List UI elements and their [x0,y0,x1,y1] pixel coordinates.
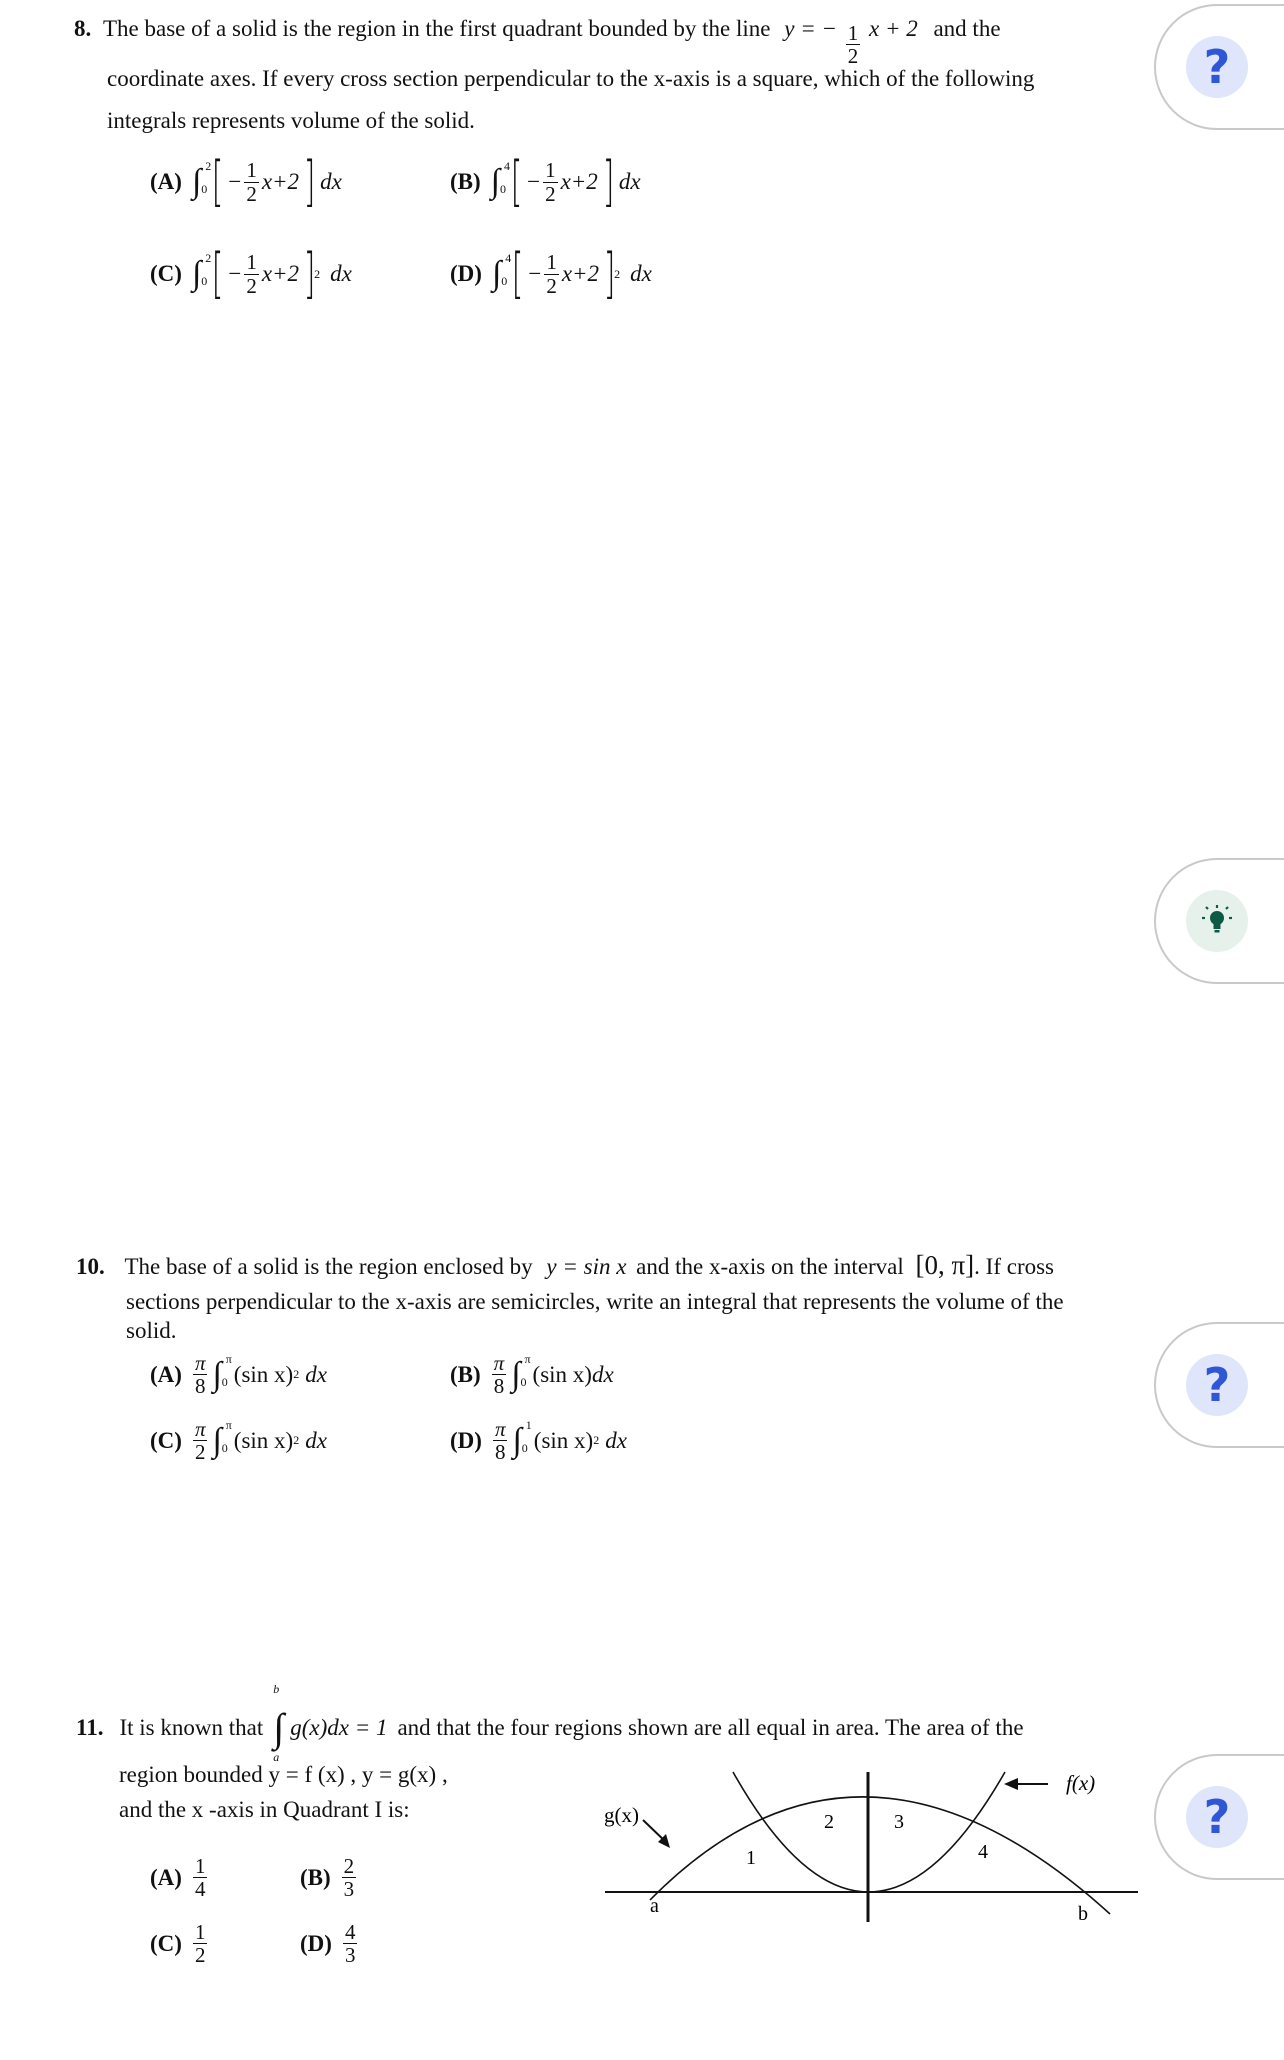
choice-coef: $\frac{\pi}{2}$ [194,1417,206,1465]
choice-dx: dx [305,1427,327,1453]
choice-expr: (sin x) [532,1361,592,1387]
q8-frac-den: 2 [847,44,859,69]
choice-label: (D) [450,261,482,286]
q8-yeq: y = − [784,16,837,41]
choice-coef: $\frac{\pi}{8}$ [493,1351,505,1399]
choice-expr: x+2 [560,169,598,194]
bracket-right: ] [602,150,615,213]
region-label-1: 1 [746,1847,756,1869]
q10-line2: sections perpendicular to the x-axis are semicircles, write an integral that represents the volume of the [126,1289,1064,1314]
question-icon: ? [1186,36,1248,98]
q10-text-2: and the x-axis on the interval [636,1254,904,1279]
f-curve [650,1797,1110,1914]
q8-choice-a[interactable]: (A) ∫ 2 0 [ − $\frac{1}{2}$ x+2 ] dx [150,150,342,213]
q10-number: 10. [76,1254,105,1279]
q8-text-and: and the [933,16,1001,41]
integral-sign: ∫ π 0 [212,1351,232,1393]
choice-label: (C) [150,1427,182,1453]
a-label: a [650,1895,659,1917]
q10-text-1: The base of a solid is the region enclosed by [124,1254,533,1279]
choice-dx: dx [618,169,641,194]
choice-label: (C) [150,261,182,286]
question-icon: ? [1186,1786,1248,1848]
choice-fraction: $\frac{1}{2}$ [545,158,556,206]
q8-text-1: The base of a solid is the region in the first quadrant bounded by the line [103,16,771,41]
bracket-right: ] [303,150,316,213]
q8-line3: integrals represents volume of the solid. [107,108,475,133]
q10-line1 [76,1250,1054,1281]
region-label-2: 2 [824,1811,834,1833]
f-arrow-head [1004,1778,1018,1790]
bracket-left: [ [212,150,224,213]
g-label: g(x) [604,1803,639,1827]
q8-fraction [846,22,861,67]
choice-expr: (sin x) [533,1427,594,1453]
bracket-left: [ [512,242,524,305]
q10-line3: solid. [126,1318,177,1343]
integral-sign: ∫ b a [273,1682,285,1764]
q10-choice-c[interactable] [150,1418,327,1463]
choice-label: (B) [450,1361,481,1387]
q8-choice-d[interactable]: (D) ∫ 4 0 [ − $\frac{1}{2}$ x+2 ] 2 dx [450,242,652,305]
choice-fraction: $\frac{1}{2}$ [246,250,257,298]
q8-number: 8. [74,16,92,41]
q11-graph [600,1762,1160,1972]
q10-eq: y = sin x [546,1254,627,1279]
choice-fraction: $\frac{2}{3}$ [343,1854,355,1902]
q11-choice-a[interactable] [150,1855,210,1900]
choice-fraction: $\frac{1}{2}$ [246,158,257,206]
choice-coef: $\frac{\pi}{8}$ [494,1417,506,1465]
choice-power: 2 [293,1367,300,1382]
choice-label: (B) [300,1864,331,1890]
region-label-4: 4 [978,1841,988,1863]
choice-expr: (sin x) [233,1361,294,1387]
q10-text-3: . If cross [974,1254,1055,1279]
q11-integrand: g(x)dx = 1 [290,1714,388,1740]
choice-label: (A) [150,169,182,194]
b-label: b [1078,1903,1088,1925]
integral-sign: ∫ 1 0 [512,1417,532,1459]
q8-frac-num: 1 [847,21,859,45]
choice-label: (A) [150,1361,182,1387]
q11-line3: and the x -axis in Quadrant I is: [119,1797,410,1822]
bracket-left: [ [510,150,523,213]
q11-choice-c[interactable] [150,1921,210,1966]
hint-button[interactable] [1154,858,1284,984]
help-button-q10[interactable] [1154,1322,1284,1448]
choice-fraction: $\frac{1}{2}$ [194,1920,206,1968]
q11-choice-d[interactable] [300,1921,360,1966]
q10-choice-b[interactable] [450,1352,614,1397]
integral-sign: ∫ 4 0 [491,251,512,292]
integral-sign: ∫ 4 0 [490,159,510,200]
q11-line1 [76,1682,1024,1764]
lightbulb-icon [1186,890,1248,952]
choice-dx: dx [591,1361,614,1387]
choice-dx: dx [305,1361,327,1387]
bracket-right: ] [603,242,616,305]
q8-choice-b[interactable]: (B) ∫ 4 0 [ − $\frac{1}{2}$ x+2 ] dx [450,150,641,213]
q11-text-1: It is known that [119,1714,264,1740]
lightbulb-svg [1200,904,1234,938]
integral-sign: ∫ 2 0 [191,159,212,200]
choice-dx: dx [330,261,352,286]
question-icon: ? [1186,1354,1248,1416]
help-button-q11[interactable] [1154,1754,1284,1880]
q8-line1 [74,16,1001,67]
q11-line2: region bounded y = f (x) , y = g(x) , [119,1762,448,1787]
region-label-3: 3 [894,1811,904,1833]
choice-label: (B) [450,169,481,194]
choice-fraction: $\frac{4}{3}$ [344,1920,356,1968]
help-button-q8[interactable] [1154,4,1284,130]
choice-expr: x+2 [261,169,300,194]
q8-choice-c[interactable]: (C) ∫ 2 0 [ − $\frac{1}{2}$ x+2 ] 2 dx [150,242,352,305]
choice-power: 2 [293,1433,300,1448]
choice-coef: $\frac{\pi}{8}$ [194,1351,206,1399]
q11-text-2: and that the four regions shown are all equal in area. The area of the [397,1714,1024,1740]
choice-expr: x+2 [561,261,600,286]
choice-dx: dx [320,169,342,194]
choice-expr: (sin x) [233,1427,294,1453]
choice-expr: x+2 [261,261,300,286]
choice-dx: dx [630,261,652,286]
q10-choice-d[interactable] [450,1418,627,1463]
integral-sign: ∫ 2 0 [191,251,212,292]
q10-choice-a[interactable] [150,1352,327,1397]
f-label: f(x) [1066,1771,1096,1795]
choice-power: 2 [614,266,621,281]
integral-sign: ∫ π 0 [511,1351,531,1393]
bracket-left: [ [212,242,224,305]
choice-power: 2 [314,266,321,281]
choice-label: (D) [300,1930,332,1956]
choice-fraction: $\frac{1}{2}$ [546,250,557,298]
choice-label: (C) [150,1930,182,1956]
choice-fraction: $\frac{1}{4}$ [194,1854,206,1902]
q10-interval: [0, π] [915,1250,975,1280]
q8-xplus: x + 2 [868,16,918,41]
integral-sign: ∫ π 0 [212,1417,232,1459]
choice-power: 2 [593,1433,600,1448]
q11-choice-b[interactable] [300,1855,359,1900]
choice-label: (D) [450,1427,482,1453]
bracket-right: ] [303,242,316,305]
q11-number: 11. [76,1714,104,1740]
q8-line2: coordinate axes. If every cross section perpendicular to the x-axis is a square, which of the following [107,66,1035,91]
choice-label: (A) [150,1864,182,1890]
choice-dx: dx [605,1427,627,1453]
